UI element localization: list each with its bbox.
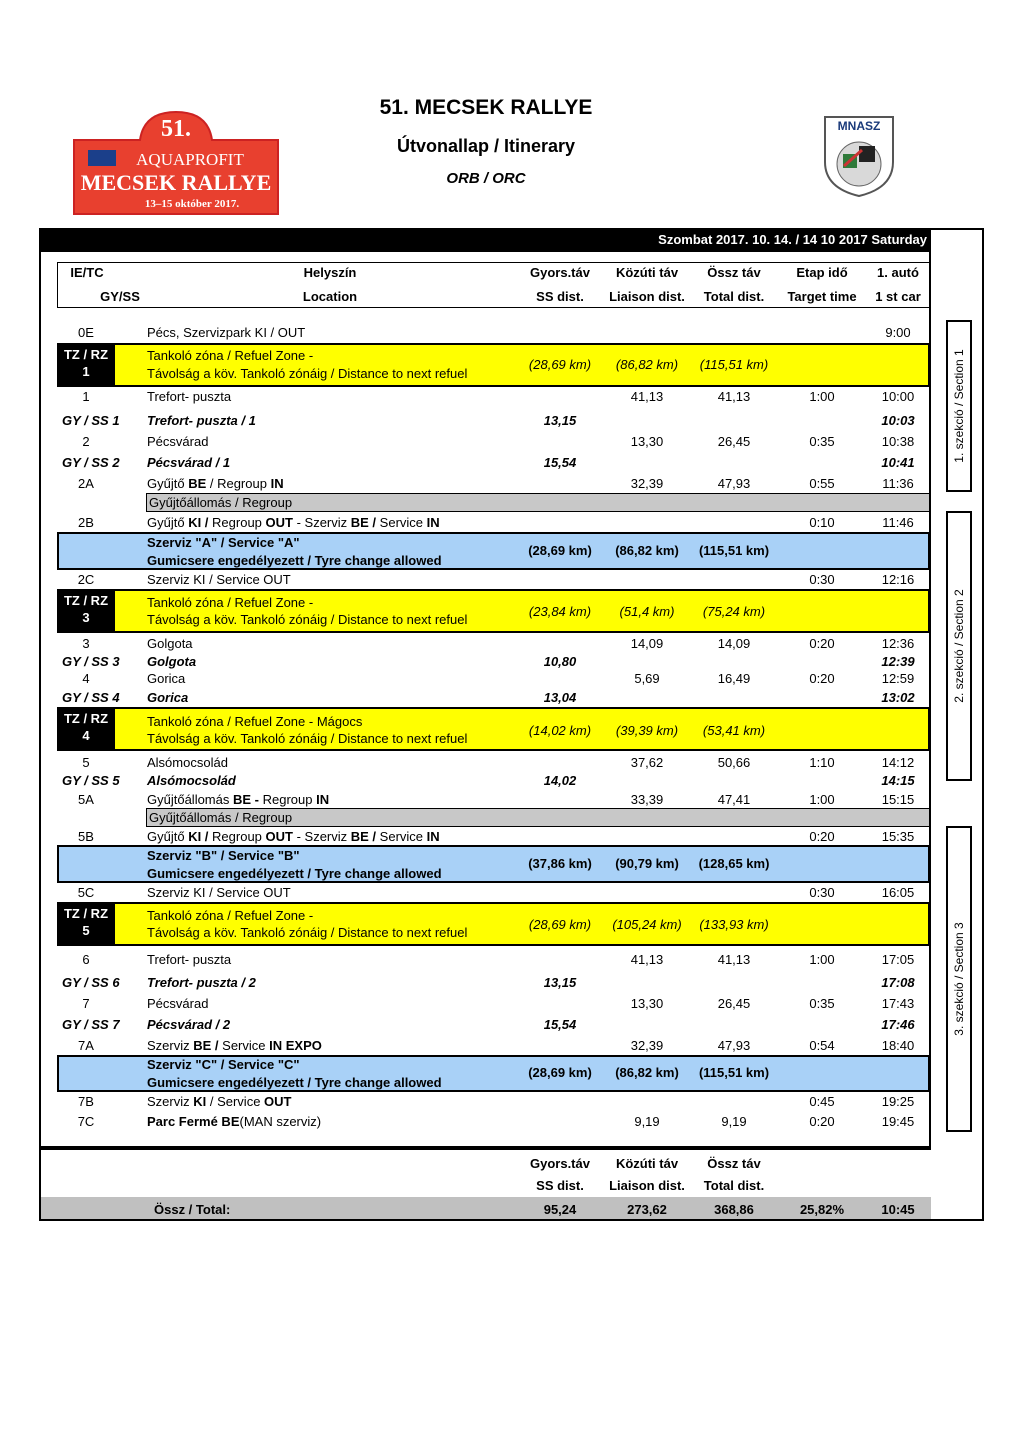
target-time: 0:20 [809, 636, 835, 651]
liaison-distance: 14,09 [630, 636, 664, 651]
liaison-distance: 13,30 [630, 996, 664, 1011]
total-distance: 41,13 [717, 389, 751, 404]
service-ss-distance: (37,86 km) [528, 856, 592, 871]
ss-code: GY / SS 3 [62, 654, 120, 669]
section-box-3 [946, 826, 972, 1132]
total-distance: 26,45 [717, 434, 751, 449]
target-time: 0:54 [809, 1038, 835, 1053]
target-time: 0:55 [809, 476, 835, 491]
col-location-hu: Helyszín [303, 265, 357, 280]
location: Trefort- puszta [147, 952, 232, 967]
tc-code: 2B [78, 515, 94, 530]
ss-distance: 15,54 [543, 455, 577, 470]
tc-code: 7A [78, 1038, 94, 1053]
first-car-time: 12:16 [881, 572, 915, 587]
first-car-time: 15:15 [881, 792, 915, 807]
first-car-time: 10:00 [881, 389, 915, 404]
refuel-liaison-distance: (86,82 km) [615, 357, 679, 372]
refuel-ss-distance: (28,69 km) [528, 357, 592, 372]
totals-liaison-header-en: Liaison dist. [609, 1178, 685, 1193]
regroup-band: Gyűjtőállomás / Regroup [146, 808, 930, 827]
first-car-time: 12:59 [881, 671, 915, 686]
location: Gyűjtő KI / Regroup OUT - Szerviz BE / Service IN [147, 829, 440, 844]
first-car-time: 19:45 [881, 1114, 915, 1129]
ss-code: GY / SS 5 [62, 773, 120, 788]
totals-ss-header-en: SS dist. [536, 1178, 584, 1193]
ss-code: GY / SS 2 [62, 455, 120, 470]
location: Szerviz BE / Service IN EXPO [147, 1038, 322, 1053]
location: Gyűjtőállomás BE - Regroup IN [147, 792, 330, 807]
service-title: Szerviz "B" / Service "B" [147, 848, 300, 863]
total-distance: 47,93 [717, 1038, 751, 1053]
refuel-zone-distance-label: Távolság a köv. Tankoló zónáig / Distance to next refuel [147, 612, 468, 627]
refuel-zone-distance-label: Távolság a köv. Tankoló zónáig / Distance to next refuel [147, 366, 468, 381]
target-time: 0:30 [809, 572, 835, 587]
totals-liaison-header-hu: Közúti táv [615, 1156, 679, 1171]
service-tyre-note: Gumicsere engedélyezett / Tyre change allowed [147, 553, 442, 568]
ss-code: GY / SS 7 [62, 1017, 120, 1032]
mnasz-logo [822, 114, 896, 198]
totals-total-distance: 368,86 [714, 1202, 754, 1217]
target-time: 0:30 [809, 885, 835, 900]
totals-liaison-distance: 273,62 [627, 1202, 667, 1217]
totals-ss-distance: 95,24 [543, 1202, 577, 1217]
tc-code: 0E [78, 325, 94, 340]
total-distance: 41,13 [717, 952, 751, 967]
service-ss-distance: (28,69 km) [528, 1065, 592, 1080]
liaison-distance: 9,19 [634, 1114, 660, 1129]
ss-distance: 13,04 [543, 690, 577, 705]
refuel-liaison-distance: (105,24 km) [612, 917, 682, 932]
ss-location: Alsómocsolád [147, 773, 236, 788]
ss-distance: 10,80 [543, 654, 577, 669]
service-title: Szerviz "A" / Service "A" [147, 535, 300, 550]
refuel-zone-label: TZ / RZ 1 [57, 343, 115, 387]
rally-logo-icon [72, 110, 280, 216]
target-time: 1:10 [809, 755, 835, 770]
classification: ORB / ORC [446, 170, 526, 187]
col-firstcar-en: 1 st car [875, 289, 921, 304]
refuel-total-distance: (53,41 km) [702, 723, 766, 738]
first-car-time: 11:46 [882, 515, 914, 530]
target-time: 1:00 [809, 792, 835, 807]
location: Trefort- puszta [147, 389, 232, 404]
refuel-ss-distance: (23,84 km) [528, 604, 592, 619]
refuel-total-distance: (133,93 km) [699, 917, 769, 932]
tc-code: 7 [82, 996, 90, 1011]
first-car-time: 17:43 [881, 996, 915, 1011]
first-car-time: 18:40 [881, 1038, 915, 1053]
ss-location: Golgota [147, 654, 197, 669]
first-car-time: 12:36 [881, 636, 915, 651]
ss-code: GY / SS 1 [62, 413, 120, 428]
tc-code: 5 [82, 755, 90, 770]
target-time: 0:20 [809, 671, 835, 686]
liaison-distance: 32,39 [630, 1038, 664, 1053]
section-box-1 [946, 320, 972, 492]
ss-code: GY / SS 6 [62, 975, 120, 990]
liaison-distance: 41,13 [630, 389, 664, 404]
col-total-en: Total dist. [703, 289, 765, 304]
target-time: 0:10 [809, 515, 835, 530]
ss-distance: 15,54 [543, 1017, 577, 1032]
col-target-hu: Etap idő [796, 265, 848, 280]
ss-location: Gorica [147, 690, 189, 705]
target-time: 1:00 [809, 389, 835, 404]
tc-code: 5A [78, 792, 94, 807]
col-ssdist-en: SS dist. [536, 289, 584, 304]
total-distance: 26,45 [717, 996, 751, 1011]
refuel-total-distance: (115,51 km) [699, 357, 769, 372]
tc-code: 7B [78, 1094, 94, 1109]
svg-text:MNASZ: MNASZ [837, 119, 881, 133]
target-time: 0:35 [809, 434, 835, 449]
first-car-time: 10:03 [881, 413, 915, 428]
first-car-time: 17:08 [881, 975, 915, 990]
ss-distance: 13,15 [543, 413, 577, 428]
refuel-zone-label: TZ / RZ 5 [57, 902, 115, 946]
location: Pécsvárad [147, 434, 209, 449]
section-label-2: 2. szekció / Section 2 [952, 589, 966, 703]
refuel-zone-title: Tankoló zóna / Refuel Zone - Mágocs [147, 714, 363, 729]
total-distance: 47,41 [717, 792, 751, 807]
svg-text:MECSEK RALLYE: MECSEK RALLYE [80, 170, 272, 195]
refuel-total-distance: (75,24 km) [702, 604, 766, 619]
ss-location: Trefort- puszta / 2 [147, 975, 256, 990]
col-ssdist-hu: Gyors.táv [530, 265, 590, 280]
target-time: 0:20 [809, 1114, 835, 1129]
liaison-distance: 33,39 [630, 792, 664, 807]
target-time: 0:45 [809, 1094, 835, 1109]
col-liaison-en: Liaison dist. [609, 289, 685, 304]
service-liaison-distance: (86,82 km) [615, 543, 679, 558]
col-liaison-hu: Közúti táv [615, 265, 679, 280]
totals-ss-percentage: 25,82% [799, 1202, 845, 1217]
col-firstcar-hu: 1. autó [877, 265, 919, 280]
total-distance: 47,93 [717, 476, 751, 491]
first-car-time: 12:39 [881, 654, 915, 669]
page-subtitle: Útvonallap / Itinerary [396, 136, 576, 156]
location: Gyűjtő KI / Regroup OUT - Szerviz BE / Service IN [147, 515, 440, 530]
mnasz-shield-icon [822, 114, 896, 198]
date-bar: Szombat 2017. 10. 14. / 14 10 2017 Saturday [41, 228, 931, 252]
first-car-time: 10:38 [881, 434, 915, 449]
tc-code: 2A [78, 476, 94, 491]
refuel-zone-label: TZ / RZ 4 [57, 707, 115, 751]
liaison-distance: 13,30 [630, 434, 664, 449]
target-time: 0:35 [809, 996, 835, 1011]
location: Gorica [147, 671, 186, 686]
refuel-zone-title: Tankoló zóna / Refuel Zone - [147, 595, 314, 610]
first-car-time: 14:12 [881, 755, 915, 770]
service-liaison-distance: (86,82 km) [615, 1065, 679, 1080]
tc-code: 1 [82, 389, 90, 404]
service-liaison-distance: (90,79 km) [615, 856, 679, 871]
first-car-time: 13:02 [881, 690, 915, 705]
totals-total-header-hu: Össz táv [707, 1156, 761, 1171]
ss-distance: 13,15 [543, 975, 577, 990]
first-car-time: 16:05 [881, 885, 915, 900]
section-label-1: 1. szekció / Section 1 [952, 349, 966, 463]
first-car-time: 10:41 [881, 455, 915, 470]
tc-code: 2 [82, 434, 90, 449]
service-total-distance: (128,65 km) [698, 856, 770, 871]
first-car-time: 11:36 [882, 476, 914, 491]
total-distance: 50,66 [717, 755, 751, 770]
totals-ss-header-hu: Gyors.táv [530, 1156, 590, 1171]
service-total-distance: (115,51 km) [698, 543, 770, 558]
service-total-distance: (115,51 km) [698, 1065, 770, 1080]
location: Pécsvárad [147, 996, 209, 1011]
liaison-distance: 37,62 [630, 755, 664, 770]
target-time: 0:20 [809, 829, 835, 844]
totals-label: Össz / Total: [154, 1202, 231, 1217]
tc-code: 3 [82, 636, 90, 651]
first-car-time: 14:15 [881, 773, 915, 788]
location: Parc Fermé BE(MAN szerviz) [147, 1114, 322, 1129]
svg-text:51.: 51. [161, 116, 191, 142]
svg-text:AQUAPROFIT: AQUAPROFIT [136, 150, 244, 169]
location: Szerviz KI / Service OUT [147, 1094, 292, 1109]
service-tyre-note: Gumicsere engedélyezett / Tyre change allowed [147, 1075, 442, 1090]
refuel-ss-distance: (28,69 km) [528, 917, 592, 932]
totals-total-header-en: Total dist. [703, 1178, 765, 1193]
svg-text:13–15 október 2017.: 13–15 október 2017. [144, 198, 240, 210]
ss-code: GY / SS 4 [62, 690, 120, 705]
first-car-time: 17:46 [881, 1017, 915, 1032]
service-ss-distance: (28,69 km) [528, 543, 592, 558]
col-location-en: Location [302, 289, 358, 304]
tc-code: 7C [77, 1114, 95, 1129]
col-ss-hu: GY/SS [100, 289, 140, 304]
page-title: 51. MECSEK RALLYE [379, 96, 593, 119]
rally-logo [72, 110, 280, 216]
ss-location: Trefort- puszta / 1 [147, 413, 256, 428]
ss-location: Pécsvárad / 1 [147, 455, 231, 470]
liaison-distance: 5,69 [634, 671, 660, 686]
tc-code: 6 [82, 952, 90, 967]
refuel-liaison-distance: (51,4 km) [619, 604, 675, 619]
refuel-zone-title: Tankoló zóna / Refuel Zone - [147, 348, 314, 363]
location: Gyűjtő BE / Regroup IN [147, 476, 284, 491]
location: Pécs, Szervizpark KI / OUT [147, 325, 306, 340]
location: Alsómocsolád [147, 755, 228, 770]
refuel-zone-distance-label: Távolság a köv. Tankoló zónáig / Distance to next refuel [147, 925, 468, 940]
regroup-band: Gyűjtőállomás / Regroup [146, 493, 930, 512]
location: Golgota [147, 636, 193, 651]
service-title: Szerviz "C" / Service "C" [147, 1057, 300, 1072]
tc-code: 5C [77, 885, 95, 900]
refuel-zone-label: TZ / RZ 3 [57, 589, 115, 633]
first-car-time: 15:35 [881, 829, 915, 844]
first-car-time: 17:05 [881, 952, 915, 967]
ss-location: Pécsvárad / 2 [147, 1017, 231, 1032]
col-tc-hu: IE/TC [70, 265, 104, 280]
tc-code: 5B [78, 829, 94, 844]
first-car-time: 19:25 [881, 1094, 915, 1109]
col-total-hu: Össz táv [707, 265, 761, 280]
total-distance: 14,09 [717, 636, 751, 651]
col-target-en: Target time [787, 289, 857, 304]
tc-code: 2C [77, 572, 95, 587]
liaison-distance: 32,39 [630, 476, 664, 491]
tc-code: 4 [82, 671, 90, 686]
service-tyre-note: Gumicsere engedélyezett / Tyre change allowed [147, 866, 442, 881]
section-label-3: 3. szekció / Section 3 [952, 922, 966, 1036]
location: Szerviz KI / Service OUT [147, 572, 291, 587]
section-box-2 [946, 511, 972, 781]
liaison-distance: 41,13 [630, 952, 664, 967]
location: Szerviz KI / Service OUT [147, 885, 291, 900]
refuel-liaison-distance: (39,39 km) [615, 723, 679, 738]
total-distance: 16,49 [717, 671, 751, 686]
totals-time: 10:45 [881, 1202, 915, 1217]
total-distance: 9,19 [721, 1114, 747, 1129]
ss-distance: 14,02 [543, 773, 577, 788]
refuel-zone-title: Tankoló zóna / Refuel Zone - [147, 908, 314, 923]
refuel-zone-distance-label: Távolság a köv. Tankoló zónáig / Distance to next refuel [147, 731, 468, 746]
refuel-ss-distance: (14,02 km) [528, 723, 592, 738]
first-car-time: 9:00 [885, 325, 911, 340]
totals-separator [41, 1148, 931, 1150]
target-time: 1:00 [809, 952, 835, 967]
